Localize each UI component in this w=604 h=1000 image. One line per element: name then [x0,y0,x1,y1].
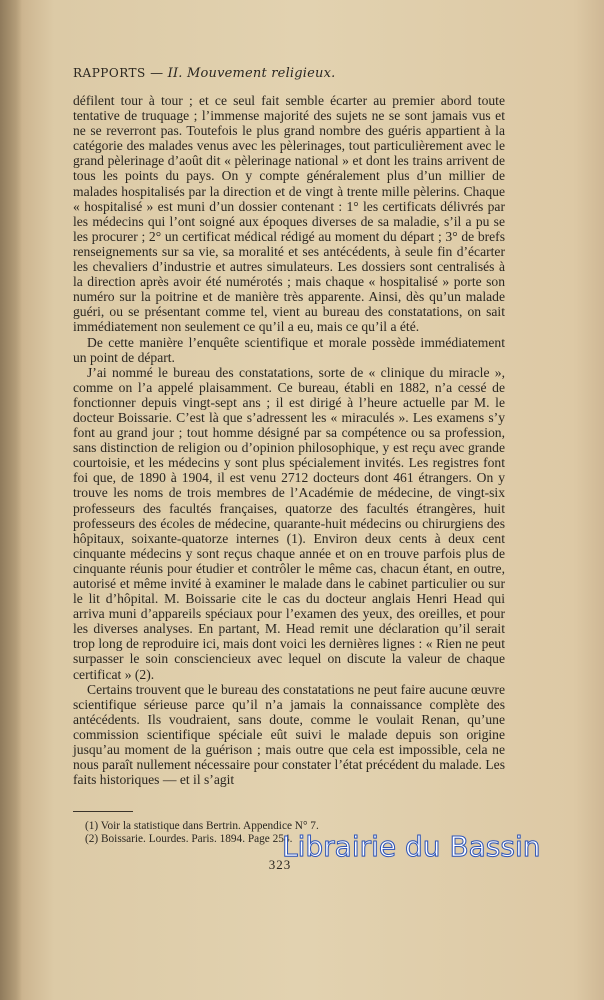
page-number: 323 [268,857,292,872]
header-dash: — [145,66,168,81]
watermark: Librairie du Bassin [282,830,541,863]
paragraph-1: défilent tour à tour ; et ce seul fait semble écarter au premier abord toute tentative de truquage ; l’immense majorité des sujets ne se sont jamais vus et ne se reverront pas. Toutefois le plus grand nombre des guéris appartient à la catégorie des malades venus avec les pèlerinages, tout particulièrement avec le grand pèlerinage d’août dit « pèlerinage national » et dont les trains arrivent de tous les points du pays. On y compte généralement plus d’un millier de malades hospitalisés par la direction et de vingt à trente mille pèlerins. Chaque « hospitalisé » est muni d’un dossier contenant : 1° les certificats délivrés par les médecins qui l’ont soigné aux époques diverses de sa maladie, s’il a pu se les procurer ; 2° un certificat médical rédigé au moment du départ ; 3° de brefs renseignements sur sa vie, sa moralité et ses antécédents, à seule fin d’écarter les chevaliers d’industrie et autres simulateurs. Les dossiers sont centralisés à la direction après avoir été numérotés ; mais chaque « hospitalisé » porte son numéro sur la poitrine et de manière très apparente. Ainsi, dès qu’un malade guéri, ou se présentant comme tel, vient au bureau des constatations, on sait immédiatement non seulement ce qu’il a eu, mais ce qu’il a été. [73,93,505,335]
footnote-1: (1) Voir la statistique dans Bertrin. Appendice N° 7. [85,820,319,832]
header-title: II. Mouvement religieux. [167,66,336,81]
paragraph-3: J’ai nommé le bureau des constatations, sorte de « clinique du miracle », comme on l’a appelé plaisamment. Ce bureau, établi en 1882, n’a cessé de fonctionner depuis vingt-sept ans ; il est dirigé à l’heure actuelle par M. le docteur Boissarie. C’est là que s’adressent les « miraculés ». Les examens s’y font au grand jour ; tout homme désigné par sa compétence ou sa profession, sans distinction de religion ou d’opinion philosophique, y est reçu avec grande courtoisie, et les médecins y sont plus spécialement invités. Les registres font foi que, de 1890 à 1904, il est venu 2712 docteurs dont 461 étrangers. On y trouve les noms de trois membres de l’Académie de médecine, de vingt-six professeurs des facultés françaises, quatorze des facultés étrangères, huit professeurs des écoles de médecine, quarante-huit médecins ou chirurgiens des hôpitaux, soixante-quatorze internes (1). Environ deux cents à deux cent cinquante médecins y sont reçus chaque année et on en trouve parfois plus de cinquante réunis pour étudier et contrôler le même cas, chacun étant, en outre, autorisé et même invité à examiner le malade dans le cabinet particulier ou sur le lit d’hôpital. M. Boissarie cite le cas du docteur anglais Henri Head qui arriva muni d’appareils spéciaux pour l’examen des yeux, des oreilles, et pour les diverses analyses. En partant, M. Head remit une déclaration qu’il serait trop long de reproduire ici, mais dont voici les dernières lignes : « Rien ne peut surpasser le soin consciencieux avec lequel on discute la valeur de chaque certificat » (2). [73,364,505,682]
page-gutter-shadow [0,0,22,1000]
body-text [73,93,505,787]
paragraph-2: De cette manière l’enquête scientifique et morale possède immédiatement un point de départ. [73,334,505,365]
footnote-rule [73,811,133,812]
footnote-2: (2) Boissarie. Lourdes. Paris. 1894. Page 254. [85,833,293,845]
running-header [73,66,513,81]
header-section: RAPPORTS [73,66,146,80]
paragraph-4: Certains trouvent que le bureau des constatations ne peut faire aucune œuvre scientifique sérieuse parce qu’il n’a jamais la connaissance complète des antécédents. Ils voudraient, sans doute, comme le voulait Renan, qu’une commission scientifique spéciale eût suivi le malade depuis son origine jusqu’au moment de la guérison ; mais outre que cela est impossible, cela ne nous paraît nullement nécessaire pour constater l’état précédent du malade. Les faits historiques — et il s’agit [73,681,505,788]
